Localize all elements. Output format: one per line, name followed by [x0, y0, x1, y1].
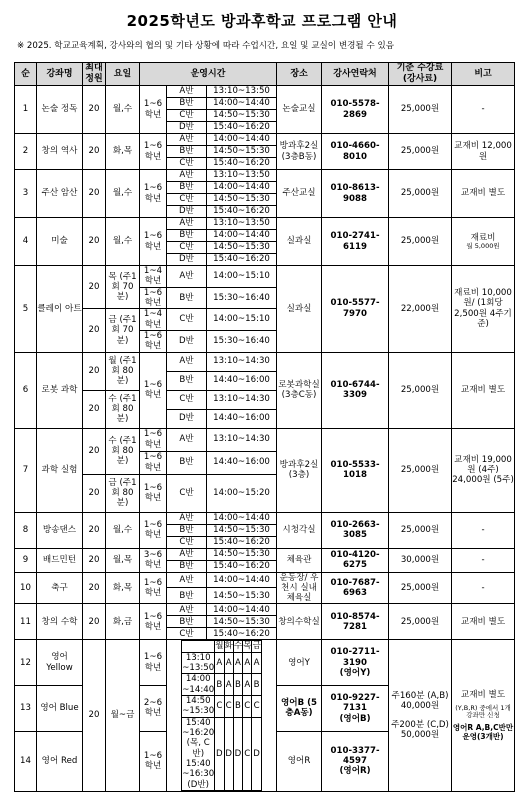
- class-time: 13:10~14:30: [207, 352, 277, 371]
- fee: 25,000원: [389, 428, 452, 512]
- contact: 010-5578-2869: [322, 86, 389, 134]
- remark: 재료비 10,000원/ (1회당 2,500원 4주기준): [452, 266, 515, 353]
- max-capacity: 20: [83, 640, 106, 791]
- mini-cell: D: [252, 717, 261, 790]
- contact: 010-5577-7970: [322, 266, 389, 353]
- contact: 010-8613-9088: [322, 170, 389, 218]
- program-table: [14, 62, 515, 792]
- grade: 1~4 학년: [140, 266, 167, 288]
- mini-cell: B: [252, 674, 261, 696]
- class-time: 14:00~14:40: [207, 512, 277, 524]
- grade: 1~6 학년: [140, 604, 167, 640]
- class-name: B반: [167, 182, 207, 194]
- mini-time: 14:50 ~15:30: [182, 696, 215, 717]
- class-name: B반: [167, 560, 207, 572]
- class-name: A반: [167, 572, 207, 588]
- header-name: 강좌명: [37, 63, 83, 86]
- remark: [452, 218, 515, 266]
- remark: 교재비 별도: [452, 170, 515, 218]
- row-no: 8: [15, 512, 37, 548]
- contact: 010-2663-3085: [322, 512, 389, 548]
- mini-cell: C: [243, 696, 252, 718]
- day-of-week: 금 (주1회 80분): [106, 474, 140, 512]
- class-time: 14:00~14:40: [207, 230, 277, 242]
- table-row: [15, 604, 515, 616]
- course-name: 창의 역사: [37, 134, 83, 170]
- class-name: D반: [167, 409, 207, 428]
- mini-time: 13:10 ~13:50: [182, 652, 215, 674]
- fee: 25,000원: [389, 572, 452, 604]
- day-of-week: 수 (주1회 80분): [106, 390, 140, 428]
- row-no: 2: [15, 134, 37, 170]
- mini-cell: C: [224, 696, 233, 718]
- grade: 2~6 학년: [140, 686, 167, 732]
- mini-cell: B: [215, 674, 224, 696]
- table-row: [15, 352, 515, 371]
- mini-time: 14:00 ~14:40: [182, 674, 215, 695]
- contact-phone: 010-3377-4597: [330, 745, 380, 767]
- class-name: A반: [167, 134, 207, 146]
- class-name: B반: [167, 524, 207, 536]
- grade: 1~6 학년: [140, 352, 167, 428]
- table-row: [15, 548, 515, 560]
- place: 실과실: [277, 266, 322, 353]
- day-of-week: 월,수: [106, 86, 140, 134]
- class-name: A반: [167, 266, 207, 288]
- day-of-week: 월 (주1회 80분): [106, 352, 140, 390]
- course-name: 논술 정독: [37, 86, 83, 134]
- class-name: A반: [167, 86, 207, 98]
- mini-cell: D: [233, 717, 242, 790]
- table-row: [15, 170, 515, 182]
- row-no: 11: [15, 604, 37, 640]
- class-name: C반: [167, 309, 207, 331]
- day-of-week: 화,목: [106, 572, 140, 604]
- contact: [322, 731, 389, 791]
- remark: 교재비 별도: [452, 604, 515, 640]
- remark: -: [452, 86, 515, 134]
- class-time: 14:00~15:20: [207, 474, 277, 512]
- class-time: 13:10~13:50: [207, 170, 277, 182]
- remark: 교재비 19,000원 (4주) 24,000원 (5주): [452, 428, 515, 512]
- contact: 010-8574-7281: [322, 604, 389, 640]
- header-max: 최대 정원: [83, 63, 106, 86]
- class-name: B반: [167, 230, 207, 242]
- contact-room: (영어B): [339, 713, 371, 724]
- class-name: B반: [167, 98, 207, 110]
- day-of-week: 월,수: [106, 218, 140, 266]
- table-row: [15, 134, 515, 146]
- course-name: 로봇 과학: [37, 352, 83, 428]
- grade: 1~6 학년: [140, 170, 167, 218]
- table-header-row: [15, 63, 515, 86]
- grade: 1~4 학년: [140, 309, 167, 331]
- mini-cell: D: [224, 717, 233, 790]
- grade: 1~6 학년: [140, 474, 167, 512]
- grade: 3~6 학년: [140, 548, 167, 572]
- row-no: 10: [15, 572, 37, 604]
- mini-corner: [182, 641, 215, 652]
- contact: 010-2741-6119: [322, 218, 389, 266]
- max-capacity: 20: [83, 572, 106, 604]
- place: 논술교실: [277, 86, 322, 134]
- fee: 25,000원: [389, 604, 452, 640]
- max-capacity: 20: [83, 548, 106, 572]
- grade: 1~6 학년: [140, 330, 167, 352]
- day-of-week: 화,금: [106, 604, 140, 640]
- table-row: [15, 428, 515, 451]
- remark: 교재비 12,000원: [452, 134, 515, 170]
- row-no: 5: [15, 266, 37, 353]
- max-capacity: 20: [83, 352, 106, 390]
- class-name: C반: [167, 242, 207, 254]
- class-name: C반: [167, 390, 207, 409]
- table-row: [15, 86, 515, 98]
- class-time: 15:40~16:20: [207, 536, 277, 548]
- class-time: 14:00~14:40: [207, 182, 277, 194]
- contact: 010-4660-8010: [322, 134, 389, 170]
- header-remark: 비고: [452, 63, 515, 86]
- class-name: C반: [167, 158, 207, 170]
- class-name: B반: [167, 588, 207, 604]
- class-name: A반: [167, 428, 207, 451]
- class-time: 14:40~16:00: [207, 371, 277, 390]
- mini-cell: A: [233, 652, 242, 674]
- place: 영어B (5층A동): [277, 686, 322, 732]
- grade: 1~6 학년: [140, 218, 167, 266]
- place: 영어R: [277, 731, 322, 791]
- class-time: 14:50~15:30: [207, 548, 277, 560]
- class-time: 14:50~15:30: [207, 146, 277, 158]
- table-row: [15, 512, 515, 524]
- day-of-week: 금 (주1회 70분): [106, 309, 140, 352]
- grade: 1~6 학년: [140, 287, 167, 309]
- grade: 1~6 학년: [140, 134, 167, 170]
- mini-day: 월: [215, 641, 224, 652]
- notice-text: ※ 2025. 학교교육계획, 강사와의 협의 및 기타 상황에 따라 수업시간, 요일 및 교실이 변경될 수 있음: [17, 41, 395, 51]
- place: 실과실: [277, 218, 322, 266]
- class-name: A반: [167, 548, 207, 560]
- class-time: 15:40~16:20: [207, 206, 277, 218]
- mini-cell: C: [252, 696, 261, 718]
- remark: -: [452, 572, 515, 604]
- mini-cell: A: [252, 652, 261, 674]
- class-time: 14:00~14:40: [207, 572, 277, 588]
- mini-day: 목: [243, 641, 252, 652]
- mini-cell: C: [243, 717, 252, 790]
- class-time: 15:40~16:20: [207, 254, 277, 266]
- max-capacity: 20: [83, 390, 106, 428]
- mini-cell: B: [233, 674, 242, 696]
- fee-line: 주160분 (A,B) 40,000원: [391, 691, 449, 712]
- class-name: C반: [167, 536, 207, 548]
- max-capacity: 20: [83, 309, 106, 352]
- class-name: B반: [167, 451, 207, 474]
- contact-phone: 010-9227-7131: [330, 692, 380, 714]
- class-name: A반: [167, 512, 207, 524]
- grade: 1~6 학년: [140, 512, 167, 548]
- class-time: 13:10~14:30: [207, 428, 277, 451]
- class-name: B반: [167, 146, 207, 158]
- class-time: 14:50~15:30: [207, 524, 277, 536]
- class-name: C반: [167, 110, 207, 122]
- class-name: B반: [167, 616, 207, 628]
- mini-day: 금: [252, 641, 261, 652]
- day-of-week: 월,목: [106, 548, 140, 572]
- header-place: 장소: [277, 63, 322, 86]
- class-time: 14:50~15:30: [207, 588, 277, 604]
- course-name: 영어 Red: [37, 731, 83, 791]
- place: 시청각실: [277, 512, 322, 548]
- remark: [452, 640, 515, 791]
- mini-cell: C: [215, 696, 224, 718]
- class-time: 14:50~15:30: [207, 242, 277, 254]
- class-time: 14:00~14:40: [207, 98, 277, 110]
- contact: 010-7687-6963: [322, 572, 389, 604]
- english-schedule-grid: [181, 640, 262, 790]
- class-name: D반: [167, 254, 207, 266]
- class-name: A반: [167, 604, 207, 616]
- course-name: 영어 Blue: [37, 686, 83, 732]
- class-time: 15:40~16:20: [207, 560, 277, 572]
- fee-line: 주200분 (C,D) 50,000원: [391, 719, 449, 740]
- remark-line: 교재비 별도: [460, 690, 506, 701]
- class-time: 14:50~15:30: [207, 616, 277, 628]
- fee: 25,000원: [389, 352, 452, 428]
- header-schedule: 운영시간: [140, 63, 277, 86]
- fee: 25,000원: [389, 86, 452, 134]
- remark-line: 재료비: [470, 232, 496, 243]
- grade: 1~6 학년: [140, 731, 167, 791]
- contact: 010-6744-3309: [322, 352, 389, 428]
- course-name: 미술: [37, 218, 83, 266]
- class-name: C반: [167, 628, 207, 640]
- fee: [389, 640, 452, 791]
- day-of-week: 월,수: [106, 170, 140, 218]
- max-capacity: 20: [83, 474, 106, 512]
- header-day: 요일: [106, 63, 140, 86]
- class-time: 14:40~16:00: [207, 409, 277, 428]
- class-time: 15:30~16:40: [207, 330, 277, 352]
- mini-cell: A: [243, 674, 252, 696]
- class-time: 13:10~13:50: [207, 86, 277, 98]
- row-no: 7: [15, 428, 37, 512]
- row-no: 4: [15, 218, 37, 266]
- header-contact: 강사연락처: [322, 63, 389, 86]
- max-capacity: 20: [83, 134, 106, 170]
- fee: 30,000원: [389, 548, 452, 572]
- class-time: 15:40~16:20: [207, 628, 277, 640]
- class-name: C반: [167, 194, 207, 206]
- class-name: C반: [167, 474, 207, 512]
- table-row: [15, 218, 515, 230]
- course-name: 영어 Yellow: [37, 640, 83, 686]
- table-row: [15, 266, 515, 288]
- row-no: 6: [15, 352, 37, 428]
- course-name: 과학 실험: [37, 428, 83, 512]
- max-capacity: 20: [83, 218, 106, 266]
- max-capacity: 20: [83, 266, 106, 309]
- page-title: 2025학년도 방과후학교 프로그램 안내: [126, 12, 398, 30]
- day-of-week: 수 (주1회 80분): [106, 428, 140, 474]
- class-name: A반: [167, 352, 207, 371]
- class-time: 14:00~14:40: [207, 134, 277, 146]
- place: 영어Y: [277, 640, 322, 686]
- course-name: 클레이 아트: [37, 266, 83, 353]
- remark-line: 월 5,000원: [466, 242, 500, 251]
- class-time: 15:40~16:20: [207, 158, 277, 170]
- mini-day: 화: [224, 641, 233, 652]
- header-no: 순: [15, 63, 37, 86]
- contact-phone: 010-2711-3190: [330, 647, 380, 668]
- contact-room: (영어Y): [339, 667, 371, 678]
- row-no: 3: [15, 170, 37, 218]
- row-no: 13: [15, 686, 37, 732]
- remark: 교재비 별도: [452, 352, 515, 428]
- fee: 25,000원: [389, 170, 452, 218]
- fee: 25,000원: [389, 218, 452, 266]
- day-of-week: 화,목: [106, 134, 140, 170]
- remark: -: [452, 512, 515, 548]
- remark-line: (Y,B,R) 중에서 1개 강좌만 신청: [455, 703, 511, 719]
- class-name: A반: [167, 218, 207, 230]
- max-capacity: 20: [83, 428, 106, 474]
- grade: 1~6 학년: [140, 572, 167, 604]
- place: 로봇과학실 (3층C동): [277, 352, 322, 428]
- grade: 1~6 학년: [140, 451, 167, 474]
- course-name: 창의 수학: [37, 604, 83, 640]
- class-name: A반: [167, 170, 207, 182]
- place: 방과후2실 (3층B동): [277, 134, 322, 170]
- mini-cell: A: [215, 652, 224, 674]
- day-of-week: 월~금: [106, 640, 140, 791]
- row-no: 14: [15, 731, 37, 791]
- grade: 1~6 학년: [140, 640, 167, 686]
- remark-line: 영어R A,B,C반만 운영(3개반): [452, 722, 514, 741]
- class-time: 14:40~16:00: [207, 451, 277, 474]
- place: 운동장/ 우천시 실내체육실: [277, 572, 322, 604]
- table-row: [15, 572, 515, 588]
- grade: 1~6 학년: [140, 86, 167, 134]
- day-of-week: 월,수: [106, 512, 140, 548]
- contact: 010-4120-6275: [322, 548, 389, 572]
- mini-cell: A: [224, 652, 233, 674]
- max-capacity: 20: [83, 512, 106, 548]
- english-schedule-cell: [167, 640, 277, 791]
- course-name: 축구: [37, 572, 83, 604]
- max-capacity: 20: [83, 86, 106, 134]
- class-time: 14:50~15:30: [207, 110, 277, 122]
- mini-cell: D: [215, 717, 224, 790]
- max-capacity: 20: [83, 604, 106, 640]
- class-name: B반: [167, 371, 207, 390]
- mini-time: 15:40 ~16:20 (목, C반) 15:40 ~16:30 (D반): [182, 717, 215, 790]
- fee: 22,000원: [389, 266, 452, 353]
- class-name: B반: [167, 287, 207, 309]
- class-name: D반: [167, 206, 207, 218]
- mini-cell: B: [233, 696, 242, 718]
- course-name: 주산 암산: [37, 170, 83, 218]
- fee: 25,000원: [389, 512, 452, 548]
- contact-room: (영어R): [339, 766, 371, 777]
- grade: 1~6 학년: [140, 428, 167, 451]
- place: 체육관: [277, 548, 322, 572]
- row-no: 1: [15, 86, 37, 134]
- class-name: D반: [167, 122, 207, 134]
- class-time: 14:50~15:30: [207, 194, 277, 206]
- course-name: 방송댄스: [37, 512, 83, 548]
- row-no: 12: [15, 640, 37, 686]
- header-fee: 기준 수강료 (강사료): [389, 63, 452, 86]
- place: 주산교실: [277, 170, 322, 218]
- class-time: 13:10~14:30: [207, 390, 277, 409]
- course-name: 배드민턴: [37, 548, 83, 572]
- contact: [322, 686, 389, 732]
- class-time: 13:10~13:50: [207, 218, 277, 230]
- day-of-week: 목 (주1회 70분): [106, 266, 140, 309]
- mini-day: 수: [233, 641, 243, 652]
- class-time: 14:00~14:40: [207, 604, 277, 616]
- class-name: D반: [167, 330, 207, 352]
- place: 방과후2실 (3층): [277, 428, 322, 512]
- contact: [322, 640, 389, 686]
- table-row: [15, 640, 515, 686]
- place: 창의수학실: [277, 604, 322, 640]
- max-capacity: 20: [83, 170, 106, 218]
- class-time: 15:40~16:20: [207, 122, 277, 134]
- mini-cell: A: [243, 652, 252, 674]
- row-no: 9: [15, 548, 37, 572]
- class-time: 15:30~16:40: [207, 287, 277, 309]
- mini-cell: A: [224, 674, 233, 696]
- class-time: 14:00~15:10: [207, 266, 277, 288]
- contact: 010-5533-1018: [322, 428, 389, 512]
- class-time: 14:00~15:10: [207, 309, 277, 331]
- remark: -: [452, 548, 515, 572]
- fee: 25,000원: [389, 134, 452, 170]
